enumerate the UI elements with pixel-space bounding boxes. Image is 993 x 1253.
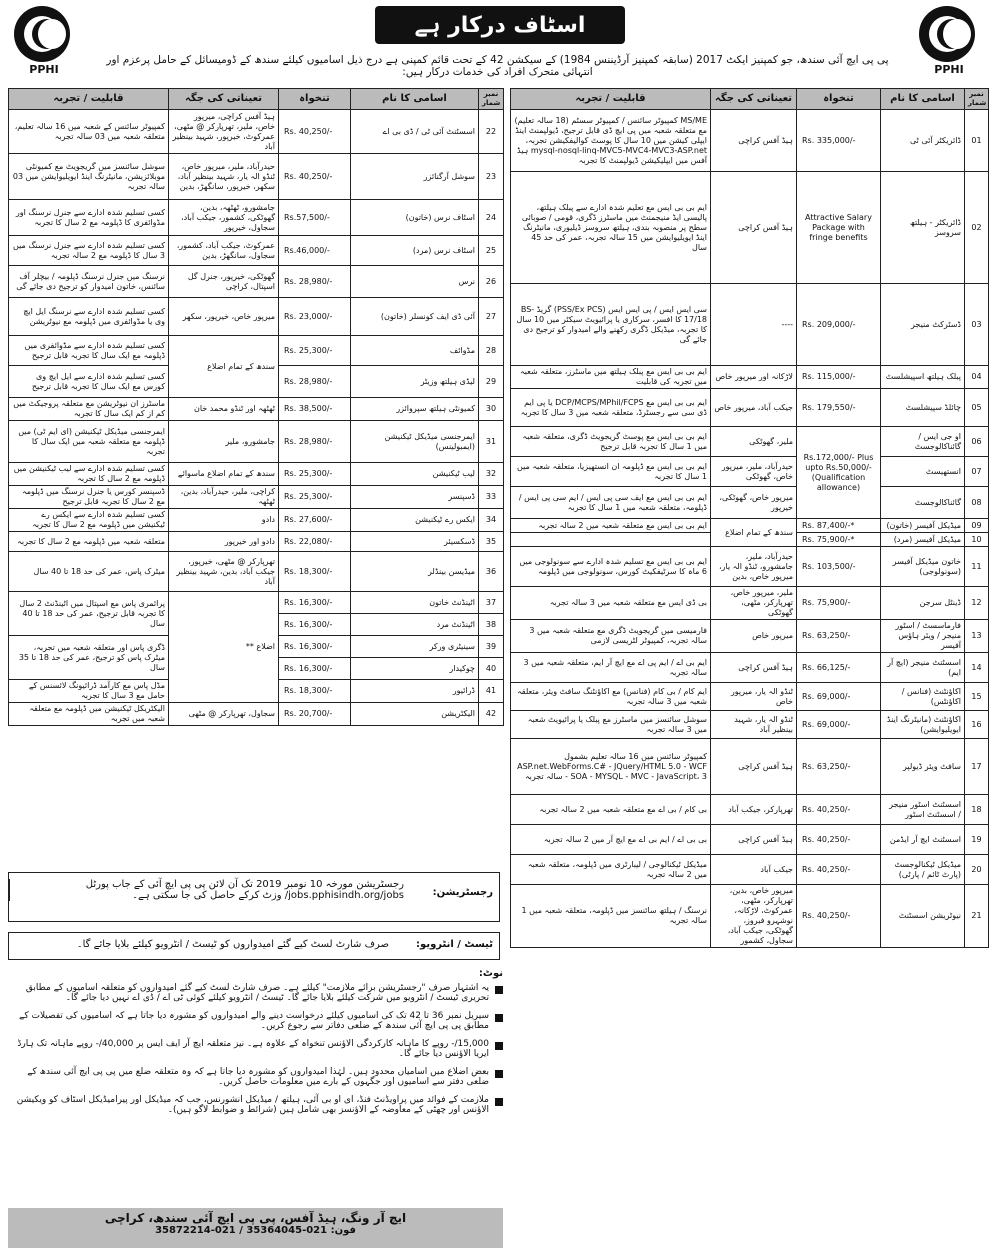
table-row (511, 620, 989, 653)
cell-serial-no: 34 (479, 509, 504, 532)
cell-salary: Rs. 20,700/- (279, 703, 351, 726)
col-header-salary: تنخواہ (279, 89, 351, 110)
table-row (9, 592, 504, 614)
table-row (9, 200, 504, 236)
cell-salary: Rs. 22,080/- (279, 532, 351, 552)
cell-posting-place: جامشورو، ملیر (169, 421, 279, 463)
cell-salary: Rs. 28,980/- (279, 421, 351, 463)
cell-serial-no: 36 (479, 552, 504, 592)
cell-post-name: چوکیدار (351, 658, 479, 680)
cell-post-name: الیکٹریشن (351, 703, 479, 726)
cell-serial-no: 02 (965, 172, 989, 284)
cell-salary: Attractive Salary Package with fringe benefits (797, 172, 881, 284)
cell-qualification: کسی تسلیم شدہ ادارے سے ایکس رے ٹیکنیشن میں ڈپلومہ مع 2 سال کا تجربہ (9, 509, 169, 532)
intro-text: پی پی ایچ آئی سندھ، جو کمپنیز ایکٹ 2017 (سابقہ کمپنیز آرڈیننس 1984) کے سیکشن 42 کے تحت قائم کمپنی ہے درج ذیل اسامیوں کیلئے سندھ کے ڈومیسائل کے حامل پرعزم اور انتہائی متحرک افراد کی خدمات درکار ہیں: (106, 54, 889, 78)
cell-serial-no: 39 (479, 636, 504, 658)
table-row (511, 366, 989, 389)
cell-serial-no: 27 (479, 298, 504, 336)
cell-post-name: اکاؤنٹنٹ (فنانس / اکاؤنٹس) (881, 683, 965, 711)
cell-salary: Rs.46,000/- (279, 236, 351, 266)
cell-post-name: لیڈی ہیلتھ وزیٹر (351, 366, 479, 398)
cell-posting-place: دادو (169, 509, 279, 532)
note-item: سیریل نمبر 36 تا 42 تک کی اسامیوں کیلئے درخواست دینے والے امیدواروں کو مشورہ دیا جاتا ہے کہ اسامیوں کی تفصیلات کے مطابق پی پی ایچ آئی سندھ کے ضلعی دفاتر سے رجوع کریں۔ (8, 1011, 503, 1031)
cell-post-name: ڈسکسیئر (351, 532, 479, 552)
cell-salary: Rs. 25,300/- (279, 336, 351, 366)
cell-posting-place: میرپور خاص، گھوٹکی، خیرپور (711, 487, 797, 519)
cell-serial-no: 28 (479, 336, 504, 366)
cell-post-name: خاتون میڈیکل آفیسر (سونولوجی) (881, 547, 965, 587)
cell-salary: Rs. 209,000/- (797, 284, 881, 366)
cell-serial-no: 32 (479, 463, 504, 486)
cell-serial-no: 07 (965, 457, 989, 487)
cell-serial-no: 24 (479, 200, 504, 236)
cell-salary: Rs. 63,250/- (797, 620, 881, 653)
cell-serial-no: 42 (479, 703, 504, 726)
cell-serial-no: 21 (965, 885, 989, 948)
cell-post-name: اسسٹنٹ منیجر (ایچ آر ایم) (881, 653, 965, 683)
note-item: یہ اشتہار صرف "رجسٹریشن برائے ملازمت" کیلئے ہے۔ صرف شارٹ لسٹ کیے گئے امیدواروں کو متعلقہ اسامیوں کے مطابق تحریری ٹیسٹ / انٹرویو میں شرکت کیلئے بلایا جائے گا۔ ٹیسٹ / انٹرویو کیلئے کوئی ٹی اے / ڈی اے نہیں دیا جائے گا۔ (8, 983, 503, 1003)
cell-serial-no: 38 (479, 614, 504, 636)
cell-salary: Rs. 40,250/- (279, 110, 351, 154)
cell-posting-place: دادو اور خیرپور (169, 532, 279, 552)
cell-qualification: کسی تسلیم شدہ ادارے سے مڈوائفری میں ڈپلومہ مع ایک سال کا تجربہ قابل ترجیح (9, 336, 169, 366)
cell-qualification: فارمیسی میں گریجویٹ ڈگری مع متعلقہ شعبہ میں 3 سالہ تجربہ، کمپیوٹر لٹریسی لازمی (511, 620, 711, 653)
notes-title: نوٹ: (478, 968, 503, 979)
cell-posting-place: میرپور خاص، خیرپور، سکھر (169, 298, 279, 336)
cell-salary: Rs. 38,500/- (279, 398, 351, 421)
bullet-icon (495, 1042, 503, 1050)
cell-qualification (511, 533, 711, 547)
table-row (511, 172, 989, 284)
cell-serial-no: 03 (965, 284, 989, 366)
cell-posting-place: ٹنڈو الہ یار، شہید بینظیر آباد (711, 711, 797, 739)
cell-serial-no: 08 (965, 487, 989, 519)
cell-posting-place: ہیڈ آفس کراچی، میرپور خاص، ملیر، تھرپارکر @ مٹھی، عمرکوٹ، خیرپور، شہید بینظیر آباد (169, 110, 279, 154)
cell-posting-place: ملیر، میرپور خاص، تھرپارکر، مٹھی، گھوٹکی (711, 587, 797, 620)
bullet-icon (495, 986, 503, 994)
cell-posting-place: جیکب آباد (711, 855, 797, 885)
cell-qualification: ایم بی بی ایس مع تعلیم شدہ ادارے سے پبلک ہیلتھ، پالیسی ایڈ منیجمنٹ میں ماسٹرز ڈگری، قومی / صوبائی سطح پر منصوبہ بندی، ہیلتھ سروسز ڈیلیوری، مانیٹرنگ اینڈ ایویلیوایشن میں 15 سالہ تجربہ، عمر کی حد 45 سال (511, 172, 711, 284)
cell-posting-place: میرپور خاص، بدین، تھرپارکر، مٹھی، عمرکوٹ، لاڑکانہ، نوشہرو فیروز، گھوٹکی، جیکب آباد، سجاول، کشمور (711, 885, 797, 948)
table-row (9, 486, 504, 509)
cell-posting-place: تھرپارکر @ مٹھی، خیرپور، جیکب آباد، بدین، شہید بینظیر آباد (169, 552, 279, 592)
cell-serial-no: 30 (479, 398, 504, 421)
cell-qualification: ایم بی بی ایس مع پبلک ہیلتھ میں ماسٹرز، متعلقہ شعبہ میں تجربہ کی قابلیت (511, 366, 711, 389)
cell-post-name: گائناکالوجسٹ (881, 487, 965, 519)
cell-serial-no: 23 (479, 154, 504, 200)
cell-serial-no: 05 (965, 389, 989, 427)
col-header-place: تعیناتی کی جگہ (711, 89, 797, 110)
cell-qualification: ماسٹرز ان نیوٹریشن مع متعلقہ پروجیکٹ میں کم از کم ایک سال کا تجربہ (9, 398, 169, 421)
table-row (9, 298, 504, 336)
cell-salary: Rs. 335,000/- (797, 110, 881, 172)
col-header-qual: قابلیت / تجربہ (511, 89, 711, 110)
cell-post-name: ڈائریکٹر آئی ٹی (881, 110, 965, 172)
cell-posting-place: عمرکوٹ، جیکب آباد، کشمور، سجاول، سانگھڑ، بدین (169, 236, 279, 266)
cell-salary: Rs. 75,900/-* (797, 533, 881, 547)
table-row (511, 519, 989, 533)
table-row (511, 683, 989, 711)
cell-qualification: مڈل پاس مع کارآمد ڈرائیونگ لائسنس کے حامل مع 3 سال کا تجربہ (9, 680, 169, 703)
cell-post-name: انستھیسٹ (881, 457, 965, 487)
registration-box (8, 872, 500, 922)
page-title: اسٹاف درکار ہے (375, 6, 625, 44)
table-row (9, 703, 504, 726)
cell-qualification: متعلقہ شعبہ میں ڈپلومہ مع 2 سال کا تجربہ (9, 532, 169, 552)
cell-salary: Rs. 69,000/- (797, 711, 881, 739)
table-row (511, 427, 989, 457)
test-text: صرف شارٹ لسٹ کیے گئے امیدواروں کو ٹیسٹ / انٹرویو کیلئے بلایا جائے گا۔ (76, 939, 389, 950)
cell-posting-place: ہیڈ آفس کراچی (711, 739, 797, 795)
cell-qualification: ایم بی بی ایس مع تسلیم شدہ ادارے سے سونولوجی میں 6 ماہ کا سرٹیفکیٹ کورس، سونولوجی میں ڈپلومہ (511, 547, 711, 587)
cell-post-name: اسسٹنٹ آئی ٹی / ڈی بی اے (351, 110, 479, 154)
table-row (9, 110, 504, 154)
table-row (9, 398, 504, 421)
cell-post-name: میڈیکل ٹیکنالوجسٹ (پارٹ ٹائم / پارٹی) (881, 855, 965, 885)
cell-post-name: اکاؤنٹنٹ (مانیٹرنگ اینڈ ایویلیوایشن) (881, 711, 965, 739)
cell-post-name: نرس (351, 266, 479, 298)
cell-post-name: مڈوائف (351, 336, 479, 366)
cell-serial-no: 04 (965, 366, 989, 389)
cell-qualification: ایم بی بی ایس مع پوسٹ گریجویٹ ڈگری، متعلقہ شعبہ میں 1 سال کا تجربہ قابل ترجیح (511, 427, 711, 457)
table-row (511, 855, 989, 885)
cell-post-name: او جی ایس / گائناکالوجسٹ (881, 427, 965, 457)
registration-label: رجسٹریشن: (432, 887, 493, 898)
cell-salary: Rs. 40,250/- (797, 855, 881, 885)
notes-section (8, 968, 503, 1200)
cell-post-name: میڈیکل آفیسر (مرد) (881, 533, 965, 547)
cell-serial-no: 40 (479, 658, 504, 680)
cell-serial-no: 06 (965, 427, 989, 457)
cell-salary: Rs. 28,980/- (279, 266, 351, 298)
cell-post-name: ڈسٹرکٹ منیجر (881, 284, 965, 366)
col-header-no: نمبر شمار (965, 89, 989, 110)
cell-serial-no: 14 (965, 653, 989, 683)
cell-salary: Rs. 18,300/- (279, 680, 351, 703)
table-row (511, 457, 989, 487)
cell-salary: Rs. 115,000/- (797, 366, 881, 389)
cell-qualification: نرسنگ میں جنرل نرسنگ ڈپلومہ / بیچلر آف سائنس، خاتون امیدوار کو ترجیح دی جائے گی (9, 266, 169, 298)
cell-serial-no: 19 (965, 825, 989, 855)
footer-phone: فون: 021-35364045 / 021-35872214 (155, 1225, 356, 1236)
cell-salary: Rs. 18,300/- (279, 552, 351, 592)
table-row (9, 266, 504, 298)
table-row (9, 532, 504, 552)
cell-serial-no: 18 (965, 795, 989, 825)
cell-salary: Rs. 16,300/- (279, 592, 351, 614)
table-row (9, 463, 504, 486)
jobs-table-right (510, 88, 989, 948)
table-row (511, 547, 989, 587)
note-item: بعض اضلاع میں اسامیاں محدود ہیں۔ لہٰذا امیدواروں کو مشورہ دیا جاتا ہے کہ وہ متعلقہ ضلع میں پی پی ایچ آئی سندھ کے ضلعی دفتر سے اسامیوں اور جگہوں کے بارے میں معلومات حاصل کریں۔ (8, 1067, 503, 1087)
cell-serial-no: 09 (965, 519, 989, 533)
cell-salary: Rs.172,000/- Plus upto Rs.50,000/- (Qualification allowance) (797, 427, 881, 519)
cell-qualification: ایم بی بی ایس مع DCP/MCPS/MPhil/FCPS یا پی ایم ڈی سی سے رجسٹرڈ، متعلقہ شعبہ میں 3 سال کا تجربہ (511, 389, 711, 427)
cell-posting-place: ٹنڈو الہ یار، میرپور خاص (711, 683, 797, 711)
cell-posting-place: میرپور خاص (711, 620, 797, 653)
cell-qualification: پرائمری پاس مع اسپتال میں اٹینڈنٹ 2 سال کا تجربہ قابل ترجیح، عمر کی حد 18 تا 40 سال (9, 592, 169, 636)
cell-post-name: میڈیسن بینڈلر (351, 552, 479, 592)
cell-salary: Rs. 16,300/- (279, 614, 351, 636)
cell-post-name: میڈیکل آفیسر (خاتون) (881, 519, 965, 533)
cell-post-name: ڈرائیور (351, 680, 479, 703)
cell-post-name: کمیونٹی ہیلتھ سپروائزر (351, 398, 479, 421)
cell-posting-place: گھوٹکی، خیرپور، جنرل گل اسپتال، کراچی (169, 266, 279, 298)
cell-salary: Rs. 179,550/- (797, 389, 881, 427)
cell-serial-no: 37 (479, 592, 504, 614)
col-header-no: نمبر شمار (479, 89, 504, 110)
cell-qualification: ایم بی بی ایس مع ڈپلومہ ان انستھیزیا، متعلقہ شعبہ میں 1 سال کا تجربہ (511, 457, 711, 487)
cell-posting-place: ہیڈ آفس کراچی (711, 825, 797, 855)
table-row (9, 154, 504, 200)
cell-serial-no: 12 (965, 587, 989, 620)
logo-text: PPHI (29, 63, 59, 76)
cell-post-name: نیوٹریشن اسسٹنٹ (881, 885, 965, 948)
table-row (9, 509, 504, 532)
col-header-qual: قابلیت / تجربہ (9, 89, 169, 110)
cell-posting-place: تھرپارکر، جیکب آباد (711, 795, 797, 825)
cell-post-name: اسٹاف نرس (خاتون) (351, 200, 479, 236)
cell-post-name: ڈسپنسر (351, 486, 479, 509)
registration-text: رجسٹریشن مورخہ 10 نومبر 2019 تک آن لائن پی پی ایچ آئی کے جاب پورٹل jobs.pphisindh.org/jobs/ وزٹ کرکے حاصل کی جا سکتی ہے۔ (9, 879, 404, 901)
cell-qualification: میڈیکل ٹیکنالوجی / لیبارٹری میں ڈپلومہ، متعلقہ شعبہ میں 2 سالہ تجربہ (511, 855, 711, 885)
cell-salary: Rs. 40,250/- (797, 795, 881, 825)
cell-salary: Rs. 40,250/- (797, 825, 881, 855)
cell-qualification: بی بی اے / ایم بی اے مع ایچ آر میں 2 سالہ تجربہ (511, 825, 711, 855)
cell-serial-no: 01 (965, 110, 989, 172)
cell-post-name: اسسٹنٹ ایچ آر ایڈمن (881, 825, 965, 855)
cell-qualification: MS/ME کمپیوٹر سائنس / کمپیوٹر سسٹم (18 سالہ تعلیم) مع متعلقہ شعبہ میں پی ایچ ڈی قابل ترجیح، ڈیولپمنٹ اینڈ ایپلی کیشن میں 10 سال کا پوسٹ کوالیفکیشن تجربہ، mysql-nosql-linq-MVC5-MVC4-MVC3-ASP.net ہیڈ آفس میں ایپلیکیشن ڈیولپمنٹ کا تجربہ (511, 110, 711, 172)
table-row (511, 885, 989, 948)
test-label: ٹیسٹ / انٹرویو: (416, 939, 493, 950)
cell-salary: Rs. 25,300/- (279, 463, 351, 486)
cell-qualification: ڈگری پاس اور متعلقہ شعبہ میں تجربہ، میٹرک پاس کو ترجیح، عمر کی حد 18 تا 35 سال (9, 636, 169, 680)
cell-salary: Rs. 40,250/- (279, 154, 351, 200)
cell-posting-place: سندھ کے تمام اضلاع ماسوائے (169, 463, 279, 486)
table-row (511, 653, 989, 683)
table-row (9, 421, 504, 463)
cell-qualification: ڈسپنسر کورس یا جنرل نرسنگ میں ڈپلومہ مع 2 سال کا تجربہ قابل ترجیح (9, 486, 169, 509)
cell-salary: Rs. 40,250/- (797, 885, 881, 948)
cell-qualification: بی ڈی ایس مع متعلقہ شعبہ میں 3 سالہ تجربہ (511, 587, 711, 620)
cell-post-name: اسسٹنٹ اسٹور منیجر / اسسٹنٹ اسٹور (881, 795, 965, 825)
table-row (511, 284, 989, 366)
cell-post-name: سافٹ ویئر ڈیولپر (881, 739, 965, 795)
note-item: 15,000/- روپے کا ماہانہ کارکردگی الاؤنس تنخواہ کے علاوہ ہے۔ نیز متعلقہ ایچ آر ایف ایس پر 40,000/- روپے ماہانہ تک ہارڈ ایریا الاؤنس دیا جائے گا۔ (8, 1039, 503, 1059)
table-row (511, 389, 989, 427)
cell-posting-place: سجاول، تھرپارکر @ مٹھی (169, 703, 279, 726)
col-header-post: اسامی کا نام (881, 89, 965, 110)
cell-serial-no: 11 (965, 547, 989, 587)
cell-post-name: سینیٹری ورکر (351, 636, 479, 658)
pphi-logo-left (8, 6, 80, 78)
cell-salary: Rs. 23,000/- (279, 298, 351, 336)
cell-posting-place: ---- (711, 284, 797, 366)
table-row (9, 336, 504, 366)
bullet-icon (495, 1070, 503, 1078)
cell-posting-place: ملیر، گھوٹکی (711, 427, 797, 457)
cell-posting-place: حیدرآباد، ملیر، میرپور خاص، ٹنڈو الہ یار، شہید بینظیر آباد، سکھر، خیرپور، سانگھڑ، بدین (169, 154, 279, 200)
cell-posting-place: کراچی، ملیر، حیدرآباد، بدین، ٹھٹھہ (169, 486, 279, 509)
cell-qualification: ایمرجنسی میڈیکل ٹیکنیشن (ای ایم ٹی) میں ڈپلومہ مع متعلقہ شعبہ میں ایک سال کا تجربہ (9, 421, 169, 463)
logo-text: PPHI (934, 63, 964, 76)
cell-qualification: کسی تسلیم شدہ ادارے سے نرسنگ ایل ایچ وی یا مڈوائفری میں ڈپلومہ مع نیوٹریشن (9, 298, 169, 336)
test-interview-box (8, 932, 500, 960)
cell-salary: Rs. 16,300/- (279, 658, 351, 680)
cell-posting-place: سندھ کے تمام اضلاع (711, 519, 797, 547)
cell-salary: Rs. 28,980/- (279, 366, 351, 398)
cell-post-name: سوشل آرگنائزر (351, 154, 479, 200)
bullet-icon (495, 1098, 503, 1106)
cell-posting-place: لاڑکانہ اور میرپور خاص (711, 366, 797, 389)
cell-salary: Rs. 25,300/- (279, 486, 351, 509)
cell-qualification: ایم بی بی ایس مع متعلقہ شعبہ میں 2 سالہ تجربہ (511, 519, 711, 533)
cell-posting-place: جامشورو، ٹھٹھہ، بدین، گھوٹکی، کشمور، جیکب آباد، سجاول، خیرپور (169, 200, 279, 236)
footer-address: ایچ آر ونگ، ہیڈ آفس، پی پی ایچ آئی سندھ، کراچی (104, 1211, 407, 1225)
cell-post-name: ایمرجنسی میڈیکل ٹیکنیشن (ایمبولینس) (351, 421, 479, 463)
cell-qualification: کسی تسلیم شدہ ادارے سے لیب ٹیکنیشن میں ڈپلومہ مع 2 سال کا تجربہ (9, 463, 169, 486)
cell-post-name: اسٹاف نرس (مرد) (351, 236, 479, 266)
cell-salary: Rs. 27,600/- (279, 509, 351, 532)
table-row (511, 110, 989, 172)
cell-salary: Rs. 66,125/- (797, 653, 881, 683)
table-row (511, 739, 989, 795)
cell-post-name: لیب ٹیکنیشن (351, 463, 479, 486)
footer-contact (8, 1208, 503, 1248)
cell-post-name: اٹینڈنٹ خاتون (351, 592, 479, 614)
cell-posting-place: ہیڈ آفس کراچی (711, 172, 797, 284)
cell-qualification: ایم بی بی ایس مع ایف سی پی ایس / ایم سی پی ایس / ڈپلومہ، متعلقہ شعبہ میں 1 سال کا تجربہ (511, 487, 711, 519)
cell-serial-no: 15 (965, 683, 989, 711)
cell-qualification: سوشل سائنسز میں گریجویٹ مع کمیونٹی موبلائزیشن، مانیٹرنگ اینڈ ایویلیوایشن میں 03 سالہ تجربہ (9, 154, 169, 200)
cell-qualification: کمپیوٹر سائنس میں 16 سالہ تعلیم بشمول ASP.net.WebForms.C# - JQuery/HTML 5.0 - WCF - SOA - MYSQL - MVC - JavaScript، 3 سالہ تجربہ (511, 739, 711, 795)
table-row (511, 825, 989, 855)
cell-serial-no: 41 (479, 680, 504, 703)
cell-salary: Rs.57,500/- (279, 200, 351, 236)
table-row (9, 236, 504, 266)
cell-qualification: میٹرک پاس، عمر کی حد 18 تا 40 سال (9, 552, 169, 592)
cell-qualification: کسی تسلیم شدہ ادارے سے ایل ایچ وی کورس مع ایک سال کا تجربہ قابل ترجیح (9, 366, 169, 398)
cell-serial-no: 29 (479, 366, 504, 398)
cell-posting-place: سندھ کے تمام اضلاع (169, 336, 279, 398)
cell-posting-place: حیدرآباد، ملیر، میرپور خاص، گھوٹکی (711, 457, 797, 487)
cell-qualification: کسی تسلیم شدہ ادارے سے جنرل نرسنگ میں 3 سال کا ڈپلومہ مع 2 سالہ تجربہ (9, 236, 169, 266)
cell-posting-place: اضلاع ** (169, 592, 279, 703)
cell-qualification: سوشل سائنسز میں ماسٹرز مع پبلک یا پرائیویٹ شعبہ میں 3 سالہ تجربہ (511, 711, 711, 739)
cell-post-name: فارماسسٹ / اسٹور منیجر / ویئر ہاؤس آفیسر (881, 620, 965, 653)
cell-serial-no: 16 (965, 711, 989, 739)
cell-salary: Rs. 16,300/- (279, 636, 351, 658)
cell-post-name: اٹینڈنٹ مرد (351, 614, 479, 636)
cell-qualification: بی کام / بی اے مع متعلقہ شعبہ میں 2 سالہ تجربہ (511, 795, 711, 825)
table-row (511, 587, 989, 620)
cell-serial-no: 35 (479, 532, 504, 552)
cell-qualification: الیکٹریکل ٹیکنیشن میں ڈپلومہ مع متعلقہ شعبہ میں تجربہ (9, 703, 169, 726)
cell-post-name: پبلک ہیلتھ اسپیشلسٹ (881, 366, 965, 389)
cell-salary: Rs. 87,400/-* (797, 519, 881, 533)
cell-serial-no: 17 (965, 739, 989, 795)
cell-salary: Rs. 63,250/- (797, 739, 881, 795)
cell-serial-no: 26 (479, 266, 504, 298)
cell-qualification: کسی تسلیم شدہ ادارے سے جنرل نرسنگ اور مڈوائفری کا ڈپلومہ مع 2 سال کا تجربہ (9, 200, 169, 236)
cell-post-name: ایکس رے ٹیکنیشن (351, 509, 479, 532)
table-row (511, 795, 989, 825)
cell-qualification: ایم بی اے / ایم پی اے مع ایچ آر ایم، متعلقہ شعبہ میں 3 سالہ تجربہ (511, 653, 711, 683)
bullet-icon (495, 1014, 503, 1022)
cell-salary: Rs. 69,000/- (797, 683, 881, 711)
table-row (511, 487, 989, 519)
cell-posting-place: ہیڈ آفس کراچی (711, 110, 797, 172)
cell-posting-place: ہیڈ آفس کراچی (711, 653, 797, 683)
table-row (9, 552, 504, 592)
cell-qualification: ایم کام / بی کام (فنانس) مع اکاؤنٹنگ سافٹ ویئر، متعلقہ شعبہ میں 3 سالہ تجربہ (511, 683, 711, 711)
col-header-post: اسامی کا نام (351, 89, 479, 110)
col-header-salary: تنخواہ (797, 89, 881, 110)
cell-qualification: نرسنگ / ہیلتھ سائنسز میں ڈپلومہ، متعلقہ شعبہ میں 1 سالہ تجربہ (511, 885, 711, 948)
cell-salary: Rs. 75,900/- (797, 587, 881, 620)
cell-serial-no: 22 (479, 110, 504, 154)
cell-post-name: ڈینٹل سرجن (881, 587, 965, 620)
cell-post-name: آئی ڈی ایف کونسلر (خاتون) (351, 298, 479, 336)
cell-posting-place: حیدرآباد، ملیر، جامشورو، ٹنڈو الہ یار، میرپور خاص، بدین (711, 547, 797, 587)
jobs-table-left (8, 88, 504, 726)
cell-posting-place: ٹھٹھہ اور ٹنڈو محمد خان (169, 398, 279, 421)
cell-posting-place: جیکب آباد، میرپور خاص (711, 389, 797, 427)
table-row (511, 711, 989, 739)
cell-serial-no: 31 (479, 421, 504, 463)
cell-serial-no: 10 (965, 533, 989, 547)
cell-post-name: ڈائریکٹر - ہیلتھ سروسز (881, 172, 965, 284)
cell-serial-no: 13 (965, 620, 989, 653)
cell-post-name: چائلڈ سپیشلسٹ (881, 389, 965, 427)
cell-serial-no: 25 (479, 236, 504, 266)
cell-salary: Rs. 103,500/- (797, 547, 881, 587)
cell-qualification: سی ایس ایس / پی ایس ایس (PSS/Ex PCS) گریڈ BS-17/18 کا افسر، سرکاری یا پرائیویٹ سیکٹر میں 10 سال کا تجربہ، میڈیکل ڈگری رکھنے والے امیدوار کو ترجیح دی جائے گی (511, 284, 711, 366)
cell-serial-no: 33 (479, 486, 504, 509)
note-item: ملازمت کے فوائد میں پراویڈنٹ فنڈ، ای او بی آئی، ہیلتھ / میڈیکل انشورنس، جب کہ میڈیکل اور پیرامیڈیکل اسٹاف کو ویکیشن الاؤنس اور چھٹی کے معاوضہ کے الاؤنسز بھی شامل ہیں (شرائط و ضوابط لاگو ہیں)۔ (8, 1095, 503, 1115)
cell-qualification: کمپیوٹر سائنس کے شعبہ میں 16 سالہ تعلیم، متعلقہ شعبہ میں 03 سالہ تجربہ (9, 110, 169, 154)
pphi-logo-right (913, 6, 985, 78)
cell-serial-no: 20 (965, 855, 989, 885)
col-header-place: تعیناتی کی جگہ (169, 89, 279, 110)
